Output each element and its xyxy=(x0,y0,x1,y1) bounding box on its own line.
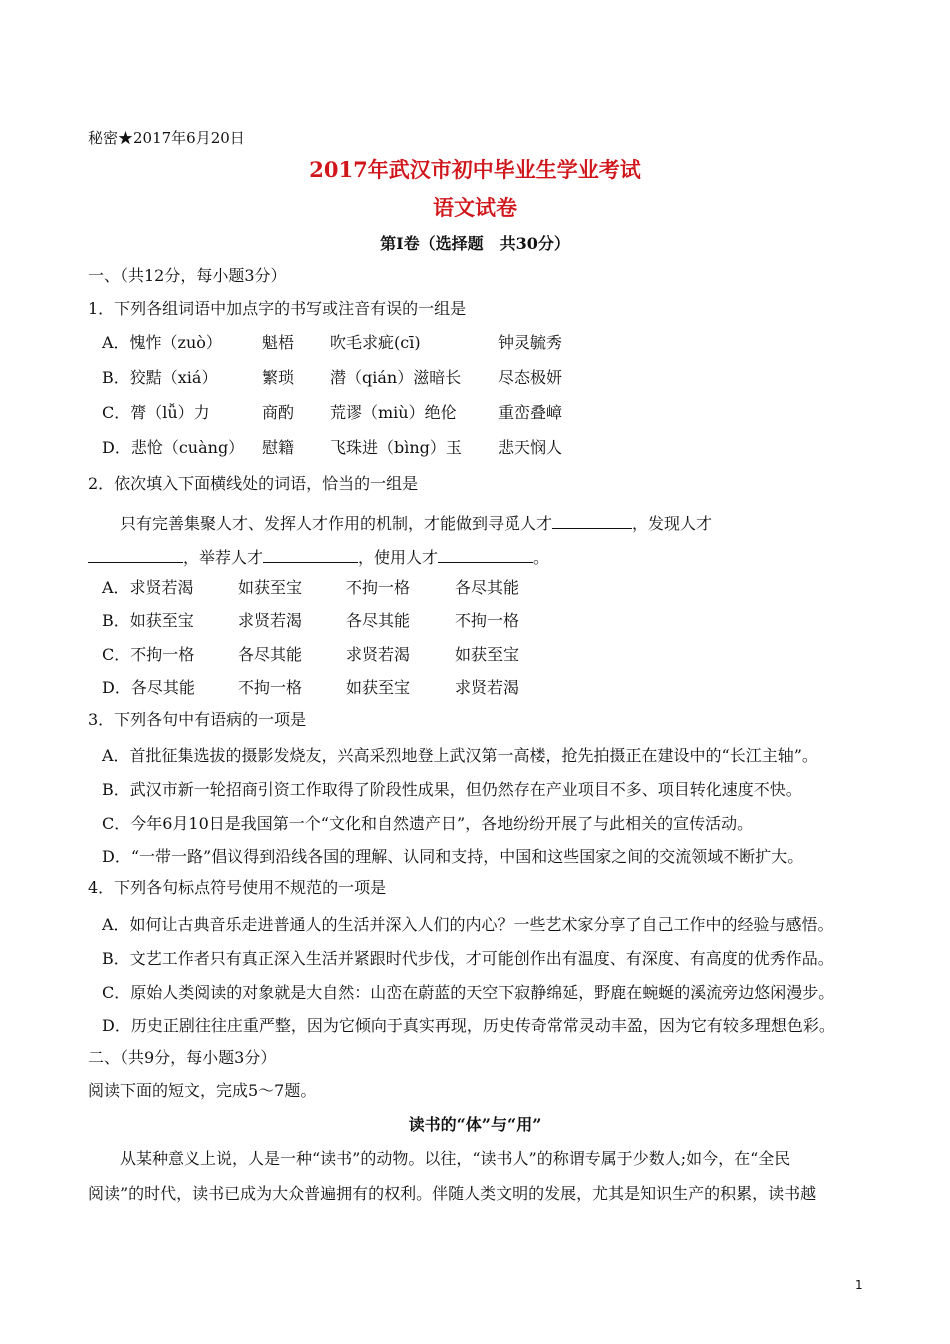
q1-option-b-3: 潜（qián）滋暗长 xyxy=(330,368,462,387)
q2-option-a-2: 如获至宝 xyxy=(238,578,303,597)
q2-option-b-4: 不拘一格 xyxy=(455,611,520,630)
q2-text-5: 。 xyxy=(533,548,550,567)
q2-option-c-2: 各尽其能 xyxy=(238,645,303,664)
q2-option-a-4: 各尽其能 xyxy=(455,578,520,597)
section-two-heading: 二、（共9分，每小题3分） xyxy=(88,1048,277,1067)
q1-option-a-1: A．愧怍（zuò） xyxy=(102,333,222,352)
question-2-passage-line2 xyxy=(88,546,549,568)
q4-option-d: D．历史正剧往往庄重严整，因为它倾向于真实再现，历史传奇常常灵动丰盈，因为它有较多理想色彩。 xyxy=(102,1016,835,1035)
q1-option-c-4: 重峦叠嶂 xyxy=(498,403,563,422)
q1-option-a-4: 钟灵毓秀 xyxy=(498,333,563,352)
exam-subtitle: 语文试卷 xyxy=(433,195,517,220)
reading-instruction: 阅读下面的短文，完成5～7题。 xyxy=(88,1081,317,1100)
fill-blank-1 xyxy=(552,512,632,529)
fill-blank-2 xyxy=(88,546,183,563)
q2-option-b-2: 求贤若渴 xyxy=(238,611,303,630)
q4-option-b: B．文艺工作者只有真正深入生活并紧跟时代步伐，才可能创作出有温度、有深度、有高度的优秀作品。 xyxy=(102,949,834,968)
q2-option-d-1: D．各尽其能 xyxy=(102,678,195,697)
q1-option-c-2: 商酌 xyxy=(262,403,295,422)
q2-text-2: ，发现人才 xyxy=(632,514,713,533)
q2-text-3: ，举荐人才 xyxy=(183,548,264,567)
q2-option-a-3: 不拘一格 xyxy=(346,578,411,597)
q1-option-b-4: 尽态极妍 xyxy=(498,368,563,387)
q2-option-b-1: B．如获至宝 xyxy=(102,611,194,630)
q1-option-d-4: 悲天悯人 xyxy=(498,438,563,457)
q2-option-c-1: C．不拘一格 xyxy=(102,645,195,664)
question-4-stem: 4．下列各句标点符号使用不规范的一项是 xyxy=(88,878,387,897)
fill-blank-3 xyxy=(263,546,358,563)
question-3-stem: 3．下列各句中有语病的一项是 xyxy=(88,710,307,729)
fill-blank-4 xyxy=(438,546,533,563)
q2-text-1: 只有完善集聚人才、发挥人才作用的机制，才能做到寻觅人才 xyxy=(120,514,553,533)
q2-option-c-4: 如获至宝 xyxy=(455,645,520,664)
q1-option-d-1: D．悲怆（cuàng） xyxy=(102,438,245,457)
q1-option-b-1: B．狡黠（xiá） xyxy=(102,368,218,387)
article-paragraph-line1: 从某种意义上说，人是一种“读书”的动物。以往，“读书人”的称谓专属于少数人;如今，在“全民 xyxy=(120,1149,791,1168)
q3-option-a: A．首批征集选拔的摄影发烧友，兴高采烈地登上武汉第一高楼，抢先拍摄正在建设中的“长江主轴”。 xyxy=(102,746,818,765)
q1-option-a-2: 魁梧 xyxy=(262,333,295,352)
q2-option-d-4: 求贤若渴 xyxy=(455,678,520,697)
q1-option-c-3: 荒谬（miù）绝伦 xyxy=(330,403,457,422)
exam-title: 2017年武汉市初中毕业生学业考试 xyxy=(309,157,641,182)
q4-option-c: C．原始人类阅读的对象就是大自然：山峦在蔚蓝的天空下寂静绵延，野鹿在蜿蜒的溪流旁边悠闲漫步。 xyxy=(102,983,835,1002)
q1-option-c-1: C．膂（lǚ）力 xyxy=(102,403,210,422)
q2-option-d-2: 不拘一格 xyxy=(238,678,303,697)
q1-option-d-2: 慰籍 xyxy=(262,438,295,457)
q2-option-d-3: 如获至宝 xyxy=(346,678,411,697)
article-title: 读书的“体”与“用” xyxy=(408,1115,542,1134)
q3-option-b: B．武汉市新一轮招商引资工作取得了阶段性成果，但仍然存在产业项目不多、项目转化速度不快。 xyxy=(102,780,802,799)
q1-option-d-3: 飞珠进（bìng）玉 xyxy=(330,438,462,457)
volume-heading: 第Ⅰ卷（选择题 共30分） xyxy=(380,234,570,253)
question-1-stem: 1．下列各组词语中加点字的书写或注音有误的一组是 xyxy=(88,299,467,318)
q2-option-a-1: A．求贤若渴 xyxy=(102,578,194,597)
q1-option-a-3: 吹毛求疵(cī) xyxy=(330,333,421,352)
q4-option-a: A．如何让古典音乐走进普通人的生活并深入人们的内心？一些艺术家分享了自己工作中的经验与感悟。 xyxy=(102,915,834,934)
q2-option-c-3: 求贤若渴 xyxy=(346,645,411,664)
page-number: 1 xyxy=(855,1278,863,1292)
section-one-heading: 一、（共12分，每小题3分） xyxy=(88,266,287,285)
q2-text-4: ，使用人才 xyxy=(358,548,439,567)
q2-option-b-3: 各尽其能 xyxy=(346,611,411,630)
q3-option-d: D．“一带一路”倡议得到沿线各国的理解、认同和支持，中国和这些国家之间的交流领域不断扩大。 xyxy=(102,847,804,866)
secret-label: 秘密★2017年6月20日 xyxy=(88,129,245,147)
article-paragraph-line2: 阅读”的时代，读书已成为大众普遍拥有的权利。伴随人类文明的发展，尤其是知识生产的积累，读书越 xyxy=(88,1184,817,1203)
q1-option-b-2: 繁琐 xyxy=(262,368,295,387)
question-2-passage-line1 xyxy=(120,512,712,534)
q3-option-c: C．今年6月10日是我国第一个“文化和自然遗产日”，各地纷纷开展了与此相关的宣传活动。 xyxy=(102,814,754,833)
question-2-stem: 2．依次填入下面横线处的词语，恰当的一组是 xyxy=(88,474,419,493)
